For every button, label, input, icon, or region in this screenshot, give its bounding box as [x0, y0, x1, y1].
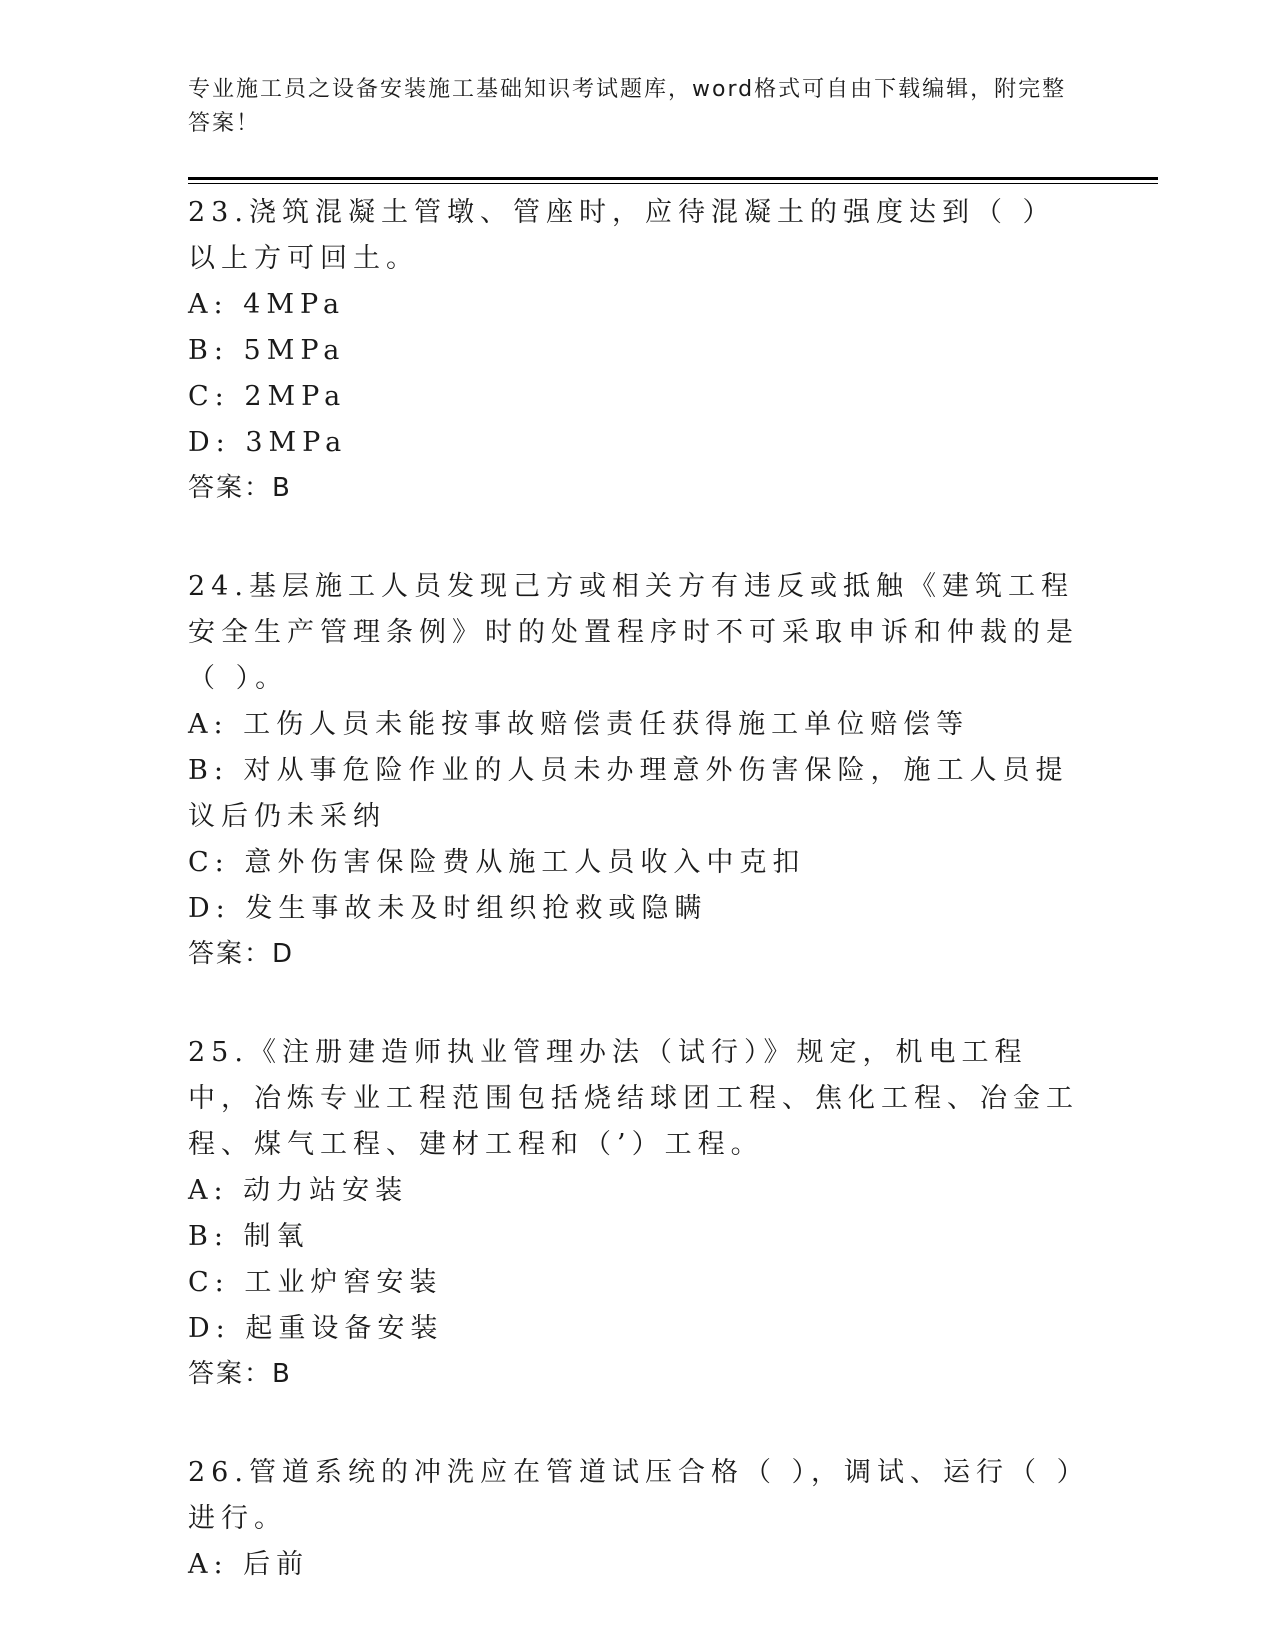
option-c: C: 意外伤害保险费从施工人员收入中克扣: [188, 847, 806, 878]
answer: 答案：D: [188, 939, 295, 969]
option-d: D: 起重设备安装: [188, 1313, 444, 1344]
question-stem: 25.《注册建造师执业管理办法（试行）》规定，机电工程中，冶炼专业工程范围包括烧结球团工程、焦化工程、冶金工程、煤气工程、建材工程和（’）工程。: [188, 1037, 1079, 1160]
question-stem: 23.浇筑混凝土管墩、管座时，应待混凝土的强度达到（ ）以上方可回土。: [188, 197, 1056, 274]
option-a: A: 4MPa: [188, 289, 346, 320]
option-b: B: 对从事危险作业的人员未办理意外伤害保险，施工人员提议后仍未采纳: [188, 755, 1069, 832]
header-divider-thin: [188, 183, 1158, 184]
answer: 答案：B: [188, 473, 292, 503]
question-26: [188, 1450, 1088, 1588]
option-c: C: 2MPa: [188, 381, 347, 412]
question-24: [188, 564, 1088, 976]
option-b: B: 制氧: [188, 1221, 310, 1252]
document-header: 专业施工员之设备安装施工基础知识考试题库，word格式可自由下载编辑，附完整答案！: [188, 77, 1067, 136]
option-c: C: 工业炉窖安装: [188, 1267, 443, 1298]
option-a: A: 后前: [188, 1549, 310, 1580]
question-23: [188, 190, 1088, 510]
option-d: D: 发生事故未及时组织抢救或隐瞒: [188, 893, 708, 924]
option-a: A: 工伤人员未能按事故赔偿责任获得施工单位赔偿等: [188, 709, 970, 740]
option-b: B: 5MPa: [188, 335, 346, 366]
option-d: D: 3MPa: [188, 427, 348, 458]
question-25: [188, 1030, 1088, 1396]
question-stem: 26.管道系统的冲洗应在管道试压合格（ ），调试、运行（ ）进行。: [188, 1457, 1077, 1534]
answer: 答案：B: [188, 1359, 292, 1389]
option-a: A: 动力站安装: [188, 1175, 409, 1206]
header-divider-thick: [188, 177, 1158, 180]
question-stem: 24.基层施工人员发现己方或相关方有违反或抵触《建筑工程安全生产管理条例》时的处置程序时不可采取申诉和仲裁的是（ ）。: [188, 571, 1079, 694]
question-list: [188, 190, 1088, 1642]
